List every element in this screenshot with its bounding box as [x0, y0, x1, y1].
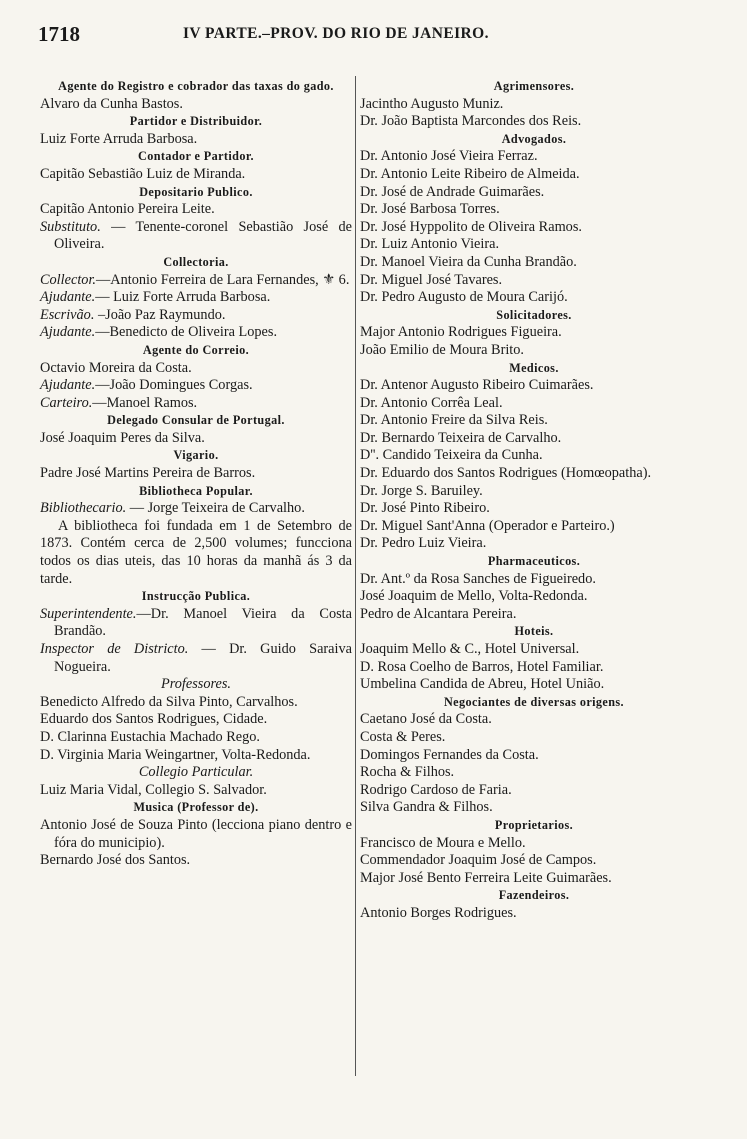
section-heading: Advogados. [501, 131, 567, 146]
entry: Padre José Martins Pereira de Barros. [40, 465, 256, 482]
section-heading: Fazendeiros. [498, 888, 570, 903]
entry [40, 606, 352, 641]
section-heading: Solicitadores. [496, 307, 572, 322]
entry-text: —Manoel Ramos. [92, 394, 198, 411]
list-item: Dr. Miguel Sant'Anna (Operador e Parteiro.) [360, 517, 615, 534]
section-heading: Collegio Particular. [138, 764, 254, 781]
list-item: Dr. Jorge S. Baruiley. [360, 482, 483, 499]
entry-label: Escrivão. [40, 306, 95, 323]
list-item: Dr. José Hyppolito de Oliveira Ramos. [360, 218, 582, 235]
list-item: Dr. José Pinto Ribeiro. [360, 500, 490, 517]
list-item: Rocha & Filhos. [360, 764, 455, 781]
page-header [38, 22, 728, 48]
entry: Alvaro da Cunha Bastos. [40, 95, 183, 112]
entry [40, 377, 352, 395]
section-heading: Negociantes de diversas origens. [443, 694, 625, 709]
list-item: Joaquim Mello & C., Hotel Universal. [360, 641, 580, 657]
entry-text: — Luiz Forte Arruda Barbosa. [95, 289, 271, 306]
list-item: Major Antonio Rodrigues Figueira. [360, 324, 562, 341]
section-heading: Collectoria. [163, 254, 229, 269]
list-item: Silva Gandra & Filhos. [360, 799, 493, 816]
entry-label: Bibliothecario. [40, 500, 127, 517]
entry: Octavio Moreira da Costa. [40, 359, 192, 376]
list-item: José Joaquim de Mello, Volta-Redonda. [360, 588, 588, 605]
list-item: Dr. Antonio Corrêa Leal. [360, 394, 503, 411]
entry [40, 307, 352, 325]
list-item: Dr. João Baptista Marcondes dos Reis. [360, 113, 582, 130]
entry: José Joaquim Peres da Silva. [40, 429, 205, 446]
section-heading: Depositario Publico. [139, 184, 253, 199]
list-item: Domingos Fernandes da Costa. [360, 746, 539, 763]
entry [40, 395, 352, 413]
section-heading: Bibliotheca Popular. [139, 483, 253, 498]
list-item: Dr. Eduardo dos Santos Rodrigues (Homœopatha). [360, 465, 652, 482]
entry-label: Ajudante. [40, 377, 96, 394]
entry-label: Superintendente. [40, 605, 137, 622]
list-item: Dr. Antonio José Vieira Ferraz. [360, 148, 538, 165]
list-item: Benedicto Alfredo da Silva Pinto, Carvalhos. [40, 693, 298, 710]
entry-label: Carteiro. [40, 394, 93, 411]
section-heading: Professores. [160, 676, 232, 693]
section-heading: Vigario. [173, 448, 219, 463]
list-item: Dr. Miguel José Tavares. [360, 271, 503, 288]
list-item: Caetano José da Costa. [360, 711, 492, 728]
list-item: Costa & Peres. [360, 728, 446, 745]
list-item: Dr. José Barbosa Torres. [360, 201, 500, 218]
entry-text: —Dr. Manoel Vieira da Costa Brandão. [54, 605, 352, 640]
list-item: Antonio Borges Rodrigues. [360, 904, 517, 921]
section-heading: Hoteis. [514, 624, 554, 639]
section-heading: Agente do Registro e cobrador das taxas do gado. [58, 79, 334, 93]
section-heading: Proprietarios. [494, 817, 574, 832]
list-item: Antonio José de Souza Pinto (lecciona piano dentro e fóra do municipio). [40, 816, 352, 851]
list-item: Pedro de Alcantara Pereira. [360, 605, 517, 622]
entry [40, 219, 352, 254]
column-divider [355, 76, 356, 1076]
entry-text: –João Paz Raymundo. [94, 306, 226, 323]
section-heading: Musica (Professor de). [133, 800, 259, 815]
list-item: Dr. Pedro Augusto de Moura Carijó. [360, 289, 568, 306]
entry-text: —João Domingues Corgas. [95, 377, 253, 394]
list-item: Commendador Joaquim José de Campos. [360, 852, 597, 869]
section-heading: Contador e Partidor. [138, 149, 254, 164]
entry [40, 289, 352, 307]
entry-label: Inspector de Districto. [40, 641, 189, 657]
section-heading: Partidor e Distribuidor. [129, 114, 263, 129]
list-item: Dr. Ant.º da Rosa Sanches de Figueiredo. [360, 570, 596, 587]
list-item: Dr. José de Andrade Guimarães. [360, 183, 545, 200]
list-item: Dr. Antenor Augusto Ribeiro Cuimarães. [360, 377, 594, 394]
list-item: Umbelina Candida de Abreu, Hotel União. [360, 676, 605, 693]
section-heading: Agrimensores. [493, 79, 575, 93]
entry-text: — Dr. Guido Saraiva Nogueira. [54, 641, 352, 675]
list-item: Dr. Luiz Antonio Vieira. [360, 236, 500, 253]
list-item: Major José Bento Ferreira Leite Guimarães. [360, 869, 612, 886]
paragraph: A bibliotheca foi fundada em 1 de Setembro de 1873. Contém cerca de 2,500 volumes; funcciona todos os dias uteis, das 10 horas da manhã ás 3 da tarde. [40, 517, 352, 587]
section-heading: Medicos. [509, 360, 559, 375]
list-item: Bernardo José dos Santos. [40, 852, 191, 869]
running-title: IV PARTE.–PROV. DO RIO DE JANEIRO. [183, 25, 489, 42]
entry [40, 324, 352, 342]
entry [40, 500, 352, 518]
list-item: Dr. Manoel Vieira da Cunha Brandão. [360, 253, 577, 270]
entry-label: Ajudante. [40, 289, 96, 306]
left-column [40, 78, 352, 870]
entry-label: Ajudante. [40, 324, 96, 341]
entry-text: — Jorge Teixeira de Carvalho. [126, 500, 305, 517]
page-number: 1718 [38, 22, 80, 46]
list-item: D. Rosa Coelho de Barros, Hotel Familiar. [360, 658, 604, 675]
entry-label: Substituto. [40, 218, 101, 235]
list-item: D. Clarinna Eustachia Machado Rego. [40, 728, 260, 745]
list-item: Rodrigo Cardoso de Faria. [360, 781, 512, 798]
list-item: Jacintho Augusto Muniz. [360, 95, 504, 112]
list-item: Dr. Bernardo Teixeira de Carvalho. [360, 429, 562, 446]
entry: Luiz Maria Vidal, Collegio S. Salvador. [40, 781, 267, 798]
section-heading: Pharmaceuticos. [487, 554, 581, 569]
section-heading: Delegado Consular de Portugal. [107, 413, 285, 428]
list-item: Francisco de Moura e Mello. [360, 834, 526, 851]
list-item: Dr. Antonio Leite Ribeiro de Almeida. [360, 165, 580, 182]
list-item: Eduardo dos Santos Rodrigues, Cidade. [40, 711, 268, 728]
entry-text: — Tenente-coronel Sebastião José de Oliveira. [54, 218, 352, 253]
entry: Capitão Antonio Pereira Leite. [40, 201, 215, 218]
section-heading: Instrucção Publica. [141, 589, 251, 604]
entry-label: Collector. [40, 271, 96, 288]
list-item: D''. Candido Teixeira da Cunha. [360, 447, 543, 464]
entry-text: —Antonio Ferreira de Lara Fernandes, ⚜ 6. [96, 271, 350, 288]
entry: Capitão Sebastião Luiz de Miranda. [40, 165, 246, 182]
section-heading: Agente do Correio. [142, 342, 250, 357]
entry [40, 641, 352, 676]
list-item: D. Virginia Maria Weingartner, Volta-Redonda. [40, 746, 311, 763]
entry: Luiz Forte Arruda Barbosa. [40, 130, 198, 147]
right-column [360, 78, 708, 923]
list-item: Dr. Pedro Luiz Vieira. [360, 535, 487, 552]
entry [40, 272, 352, 290]
list-item: João Emilio de Moura Brito. [360, 341, 524, 358]
entry-text: —Benedicto de Oliveira Lopes. [95, 324, 278, 341]
list-item: Dr. Antonio Freire da Silva Reis. [360, 412, 548, 429]
